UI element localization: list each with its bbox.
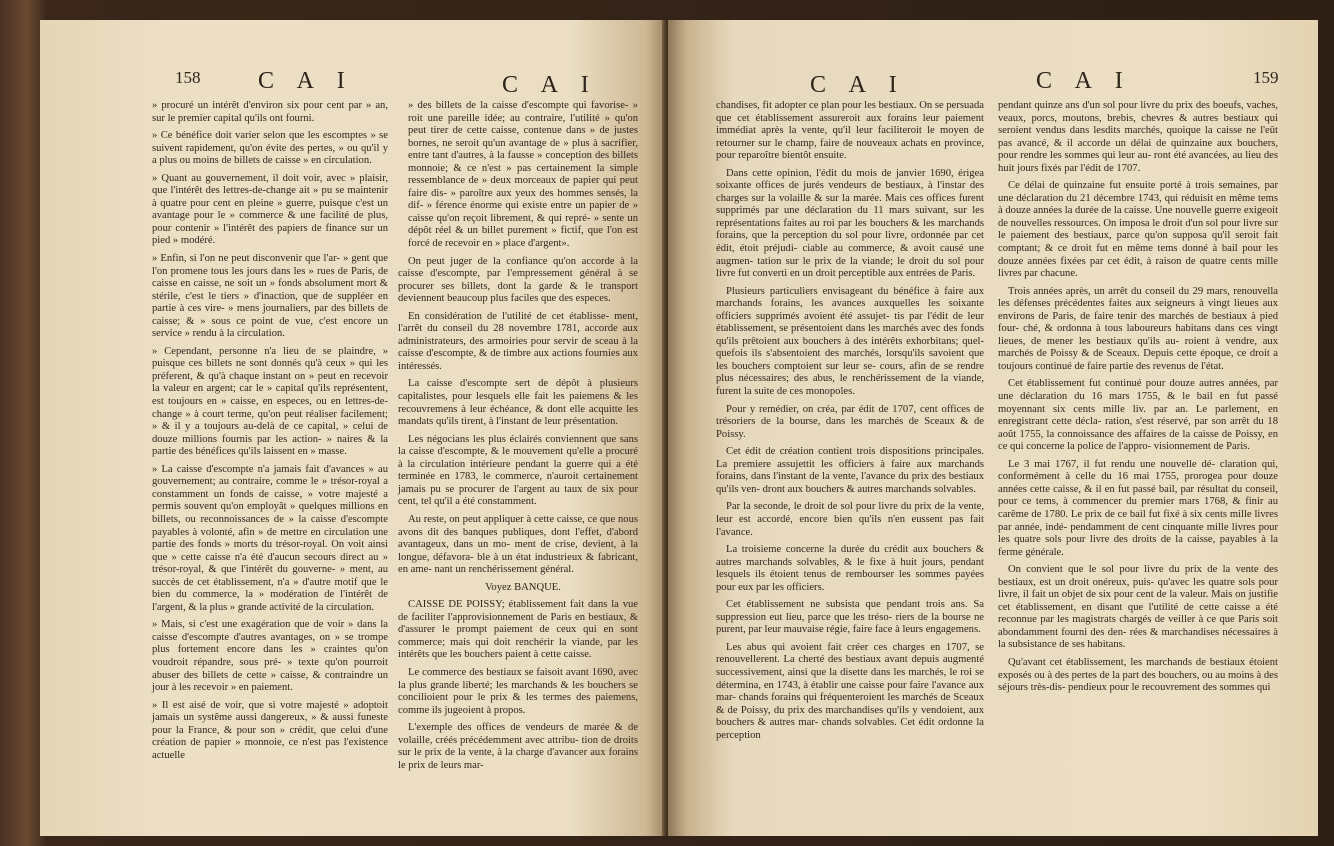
paragraph: Cet édit de création contient trois dispositions principales. La premiere assujettit les officiers à faire aux marchands forains, dans l'instant de la vente, l'avance du prix des bestiaux qu'ils ven- dront aux bouchers & autres marchands solvables. [716,446,984,495]
entry-caisse-de-poissy: CAISSE DE POISSY; établissement fait dans la vue de faciliter l'approvisionnement de Paris en bestiaux, & d'assurer le prompt paiement de ceux qui en sont commerce; mais qui doit renchérir la viande, par les intérêts que les bouchers paient à cette caisse. [398,599,638,661]
paragraph: » La caisse d'escompte n'a jamais fait d'avances » au gouvernement; au contraire, comme le » trésor-royal a constamment un fonds de caisse, » votre majesté a permis souvent qu'on employât » quelques millions en billets, ou reconnoissances de » la caisse d'escompte payables à volonté, afin » de mettre en circulation une partie des fonds » morts du trésor-royal. On voit ainsi que » cette caisse n'a été d'aucun secours direct au » trésor-royal, & que l'intérêt du gouverne- » ment, au succès de cet établissement, n'a » d'autre motif que le bien du commerce, la » modération de l'intérêt de l'argent, & la plus » grande activité de la circulation. [152,463,388,613]
paragraph: Qu'avant cet établissement, les marchands de bestiaux étoient exposés ou à des pertes de la part des bouchers, ou au moins à des séjours très-dis- pendieux pour le recouvrement des sommes qui [998,656,1278,694]
right-running-head-1: C A I [810,72,906,98]
paragraph: » procuré un intérêt d'environ six pour cent par » an, sur le premier capital qu'ils ont fourni. [152,100,388,124]
right-running-head-2: C A I [1036,68,1132,94]
left-running-head-1: C A I [258,68,354,94]
paragraph: » Mais, si c'est une exagération que de voir » dans la caisse d'escompte d'autres avantages, on » se trompe plus fortement encore dans les » craintes qu'on voudroit répandre, sous pré- » texte qu'on pourroit abuser des billets de cette » caisse, & contraindre un jour à les recevoir » en paiement. [152,619,388,694]
left-page-column-2 [398,100,638,800]
cross-reference: Voyez BANQUE. [485,581,561,593]
paragraph: Plusieurs particuliers envisageant du bénéfice à faire aux marchands forains, les avances auxquelles les soixante officiers supprimés avoient été assujet- tis par l'édit de leur établissement, se présentoient dans les marchés avec des fonds qu'ils prêtoient aux bouchers à des intérêts exhorbitans; quel- quefois ils s'absentoient des marchés, lorsqu'ils savoient que les bouchers comptoient sur leur se- cours, afin de se rendre plus nécessaires; des abus, le renchérissement de la viande, furent la suite de ces monopoles. [716,285,984,398]
left-page-column-1 [142,100,388,790]
right-page-column-1 [716,100,984,800]
paragraph: » Quant au gouvernement, il doit voir, avec » plaisir, que l'intérêt des lettres-de-change ait » pu se maintenir à quatre pour cent en pleine » guerre, puisque c'est un avantage pour le » commerce & une facilité de plus, pour contenir » l'intérêt des papiers de finance sur un pied » modéré. [152,172,388,247]
paragraph: » Enfin, si l'on ne peut disconvenir que l'ar- » gent que l'on promene tous les jours dans les » rues de Paris, de caisse en caisse, ne soit un » fonds absolument mort & stérile, c'est le tiers » d'inaction, que de suppléer en partie à ces vire- » mens journaliers, par des billets de caisse; & » sous ce point de vue, c'est encore un service » rendu à la circulation. [152,253,388,340]
paragraph: Les négocians les plus éclairés conviennent que sans la caisse d'escompte, & le mouvement qu'elle a procuré à la circulation intérieure pendant la guerre qui a été terminée en 1783, le commerce, n'auroit certainement jamais pu se procurer de l'argent au taux de six pour cent, tel qu'il a été constamment. [398,433,638,508]
paragraph: Cet établissement fut continué pour douze autres années, par une déclaration du 16 mars 1755, & le bail en fut passé moyennant six cents mille liv. par an. Le parlement, en enregistrant cette décla- ration, s'est réservé, par son arrêt du 18 août 1755, la connoissance des affaires de la caisse de Poissy, en ce qui concerne la police de l'appro- visionnement de Paris. [998,378,1278,453]
left-page-number: 158 [175,68,201,87]
paragraph: pendant quinze ans d'un sol pour livre du prix des boeufs, vaches, veaux, porcs, moutons, brebis, chevres & autres bestiaux qui seroient vendus dans lesdits marchés, quoique la caisse ne l'eût pas avancé, & il accorde un délai de quinzaine aux bouchers, pour rendre les sommes qui leur au- ront été avancées, au lieu des huit jours fixés par l'édit de 1707. [998,100,1278,174]
paragraph: Le commerce des bestiaux se faisoit avant 1690, avec la plus grande liberté; les marchands & les bouchers se concilioient pour le prix & les termes des paiemens, comme ils jugeoient à propos. [398,666,638,716]
paragraph: Au reste, on peut appliquer à cette caisse, ce que nous avons dit des banques publiques, dont l'effet, d'abord avantageux, dans un mo- ment de crise, devient, à la longue, défavora- ble à un état industrieux & fabricant, en ame- nant un renchérissement général. [398,513,638,576]
paragraph: Le 3 mai 1767, il fut rendu une nouvelle dé- claration qui, conformément à celle du 16 mai 1755, prorogea pour douze années cette caisse, & il en fut passé bail, par résultat du conseil, pour ce tems, à commencer du premier mars 1768, & finir au carême de 1780. Le prix de ce bail fut fixé à six cents mille livres par année, indé- pendamment de cent cinquante mille livres pour les quatre sols pour livre des droits de la caisse, payables à la ferme générale. [998,458,1278,558]
paragraph: » Ce bénéfice doit varier selon que les escomptes » se suivent rapidement, qu'on évite des pertes, » ou qu'il y a plus ou moins de billets de caisse » en circulation. [152,130,388,167]
paragraph: Dans cette opinion, l'édit du mois de janvier 1690, érigea soixante offices de jurés vendeurs de bestiaux, à l'instar des charges sur la volaille & sur la marée. Mais ces offices furent supprimés par une déclaration du 11 mars suivant, sur les représentations faites au roi par les bouchers & les marchands forains, que la perception du sol pour livre, ordonnée par cet édit, étoit préjudi- ciable au commerce, & avoit causé une augmen- tation sur le prix de la viande; le droit du sol pour livre fut converti en un droit perceptible aux entrées de Paris. [716,167,984,280]
right-page [668,20,1318,836]
right-page-number: 159 [1253,68,1279,87]
paragraph: » Il est aisé de voir, que si votre majesté » adoptoit jamais un systême aussi dangereux, » & aussi funeste pour la France, & pour son » crédit, que celui d'une création de papier » monnoie, ce n'est pas l'existence actuelle [152,699,388,761]
paragraph: chandises, fit adopter ce plan pour les bestiaux. On se persuada que cet établissement assureroit aux forains leur paiement immédiat après la vente, qu'il leur faciliteroit le moyen de retourner sur le champ, faire de nouveaux achats en province, pour reparoître bientôt ensuite. [716,100,984,162]
paragraph: Trois années après, un arrêt du conseil du 29 mars, renouvella les défenses précédentes faites aux seigneurs à vingt lieues aux environs de Paris, de faire tenir des marchés de bestiaux à pied four- ché, & ordonna à tous laboureurs habitans dans ces vingt lieues, de mener les bestiaux qu'ils au- roient à vendre, aux marchés de Poissy & de Sceaux. Depuis cette époque, ce droit a toujours continué de faire partie des revenus de l'état. [998,285,1278,372]
right-page-column-2 [998,100,1278,800]
paragraph: » Cependant, personne n'a lieu de se plaindre, » puisque ces billets ne sont donnés qu'à ceux » qui les préferent, & qu'à chaque instant on » peut en recevoir la valeur en argent; car le » capital qu'ils représentent, est toujours en » caisse, en especes, ou en lettres-de-change » à court terme, qu'on peut réaliser facilement; » & il y a toujours au-delà de ce capital, » celui de douze millions fournis par les action- » naires & la partie des bénéfices qu'ils laissent en » masse. [152,345,388,458]
paragraph: La caisse d'escompte sert de dépôt à plusieurs capitalistes, pour lesquels elle fait les paiemens & les recouvremens à leur échéance, & dont elle acquitte les mandats qu'ils tirent, à l'instant de leur présentation. [398,378,638,428]
paragraph: On peut juger de la confiance qu'on accorde à la caisse d'escompte, par l'empressement général à se procurer ses billets, dont la garde & le transport deviennent beaucoup plus faciles que des especes. [398,255,638,305]
paragraph: » des billets de la caisse d'escompte qui favorise- » roit une pareille idée; au contraire, l'utilité » qu'on peut tirer de cette caisse, contenue dans » de justes bornes, ne seroit qu'un avantage de » plus à sacrifier, entre tant d'autres, à la fausse » conception des billets monnoie; & ce n'est » pas certainement la simple ressemblance de » deux morceaux de papier qui peut faire dis- » paroître aux yeux des hommes sensés, la dif- » férence énorme qui existe entre un papier de » caisse qu'on reçoit librement, & qui repré- » sente un dépôt réel & un billet purement » fictif, que l'on est forcé de recevoir en » place d'argent». [408,100,638,250]
paragraph: Cet établissement ne subsista que pendant trois ans. Sa suppression eut lieu, parce que les tréso- riers de la bourse ne purent, par leur mauvaise régie, faire face à leurs engagemens. [716,599,984,636]
paragraph: Par la seconde, le droit de sol pour livre du prix de la vente, leur est accordé, encore bien qu'ils n'en eussent pas fait l'avance. [716,501,984,538]
paragraph: L'exemple des offices de vendeurs de marée & de volaille, créés précédemment avec attribu- tion de droits sur le prix de la vente, à la charge d'avancer aux forains le prix de leurs mar- [398,722,638,771]
paragraph: Ce délai de quinzaine fut ensuite porté à trois semaines, par une déclaration du 21 décembre 1743, qui réduisit en même tems à douze années la durée de la caisse. Une nouvelle guerre exigeoit de nouvelles ressources. On imposa le droit d'un sol pour livre sur le paiement des bestiaux, parce qu'on supposa qu'il seroit fait comptant; & ce droit fut en même tems donné à bail pour les douze années fixées par cet édit, à raison de quatre cents mille livres par chacune. [998,180,1279,280]
left-page [40,20,665,836]
paragraph: En considération de l'utilité de cet établisse- ment, l'arrêt du conseil du 28 novembre 1781, accorde aux administrateurs, des armoiries pour servir de sceau à la caisse d'escompte, & de timbre aux actions fournies aux intéressés. [398,310,638,372]
paragraph: On convient que le sol pour livre du prix de la vente des bestiaux, est un droit onéreux, puis- qu'avec les quatre sols pour livre, il fait un objet de six pour cent de la valeur. Mais on justifie cet établissement, en disant que l'utilité de cette caisse a été reconnue par les magistrats chargés de veiller à ce que Paris soit abondamment fourni des den- rées & marchandises nécessaires à la subsistance de ses habitans. [998,564,1278,651]
paragraph: Pour y remédier, on créa, par édit de 1707, cent offices de trésoriers de la bourse, dans les marchés de Sceaux & de Poissy. [716,403,984,440]
paragraph: La troisieme concerne la durée du crédit aux bouchers & autres marchands solvables, & le fixe à huit jours, pendant lesquels ils étoient tenus de rembourser les sommes payées pour eux par les officiers. [716,544,984,593]
paragraph: Les abus qui avoient fait créer ces charges en 1707, se renouvellerent. La cherté des bestiaux avant depuis augmenté successivement, ainsi que la disette dans les marchés, le roi se détermina, en 1743, à établir une caisse pour faire l'avance aux mar- chands forains qui fréquenteroient les marchés de Sceaux & de Poissy, du prix des marchandises qu'ils y vendoient, aux bouchers & autres mar- chands solvables. Cet édit ordonne la perception [716,641,984,741]
left-running-head-2: C A I [502,72,598,98]
